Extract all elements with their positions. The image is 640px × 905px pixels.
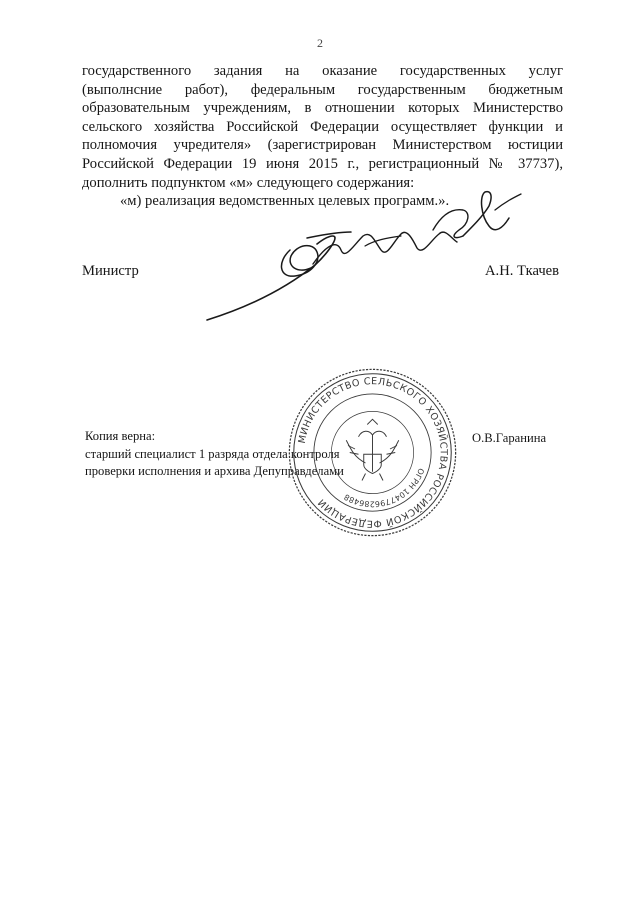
page-number: 2 — [317, 36, 323, 50]
body-line: полномочия учредителя» (зарегистрирован Министерством юстиции — [82, 137, 563, 154]
body-line: образовательным учреждениям, в отношении которых Министерство — [82, 100, 563, 117]
copy-title: Копия верна: — [85, 429, 156, 443]
body-line: дополнить подпунктом «м» следующего содержания: — [82, 174, 415, 191]
copy-position-line-1: старший специалист 1 разряда отдела контроля — [85, 446, 340, 461]
body-line: Российской Федерации 19 июня 2015 г., регистрационный № 37737), — [82, 155, 563, 172]
signer-name: А.Н. Ткачев — [485, 263, 560, 279]
body-line: сельского хозяйства Российской Федерации осуществляет функции и — [82, 118, 563, 135]
seal-outer-text: МИНИСТЕРСТВО СЕЛЬСКОГО ХОЗЯЙСТВА РОССИЙСКОЙ ФЕДЕРАЦИИ — [296, 376, 449, 529]
seal-inner-text: ОГРН 1047796286488 — [342, 466, 426, 509]
official-seal-stamp — [285, 365, 460, 540]
minister-signature — [195, 180, 525, 330]
coat-of-arms-emblem — [346, 419, 399, 480]
signer-role: Министр — [82, 263, 139, 279]
body-line: (выполнсние работ), федеральным государственным бюджетным — [82, 81, 563, 98]
copy-position-line-2: проверки исполнения и архива Депуправделами — [85, 464, 344, 478]
body-line-subparagraph: «м) реализация ведомственных целевых программ.». — [120, 193, 450, 210]
body-line: государственного задания на оказание государственных услуг — [82, 63, 563, 79]
copy-certifier-name: О.В.Гаранина — [472, 431, 547, 445]
